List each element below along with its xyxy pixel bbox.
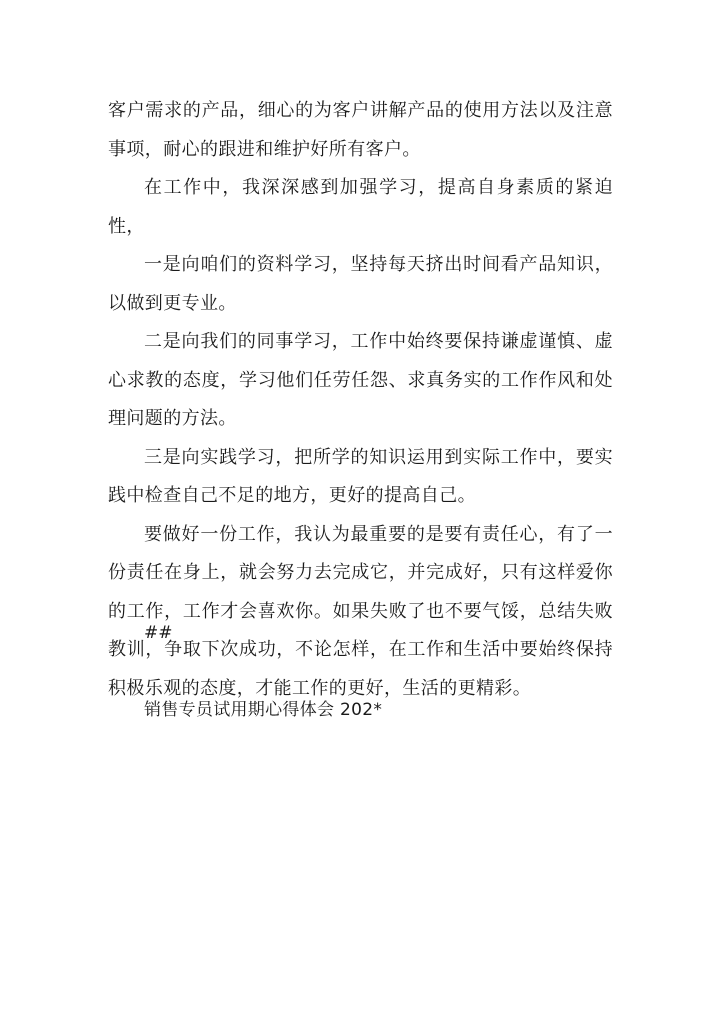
paragraph-2: 在工作中，我深深感到加强学习，提高自身素质的紧迫性， xyxy=(108,177,613,237)
paragraph-3: 一是向咱们的资料学习，坚持每天挤出时间看产品知识，以做到更专业。 xyxy=(108,254,613,314)
section-marker: ## xyxy=(144,623,173,643)
paragraph-5: 三是向实践学习，把所学的知识运用到实际工作中，要实践中检查自己不足的地方，更好的提高自己。 xyxy=(108,446,613,506)
next-article-title: 销售专员试用期心得体会 202* xyxy=(144,700,383,720)
paragraph-4: 二是向我们的同事学习，工作中始终要保持谦虚谨慎、虚心求教的态度，学习他们任劳任怨、求真务实的工作作风和处理问题的方法。 xyxy=(108,331,613,429)
document-body xyxy=(108,92,613,708)
paragraph-6: 要做好一份工作，我认为最重要的是要有责任心，有了一份责任在身上，就会努力去完成它，并完成好，只有这样爱你的工作，工作才会喜欢你。如果失败了也不要气馁，总结失败教训，争取下次成功，不论怎样，在工作和生活中要始终保持积极乐观的态度，才能工作的更好，生活的更精彩。 xyxy=(108,523,613,699)
paragraph-1: 客户需求的产品，细心的为客户讲解产品的使用方法以及注意事项，耐心的跟进和维护好所有客户。 xyxy=(108,100,613,160)
